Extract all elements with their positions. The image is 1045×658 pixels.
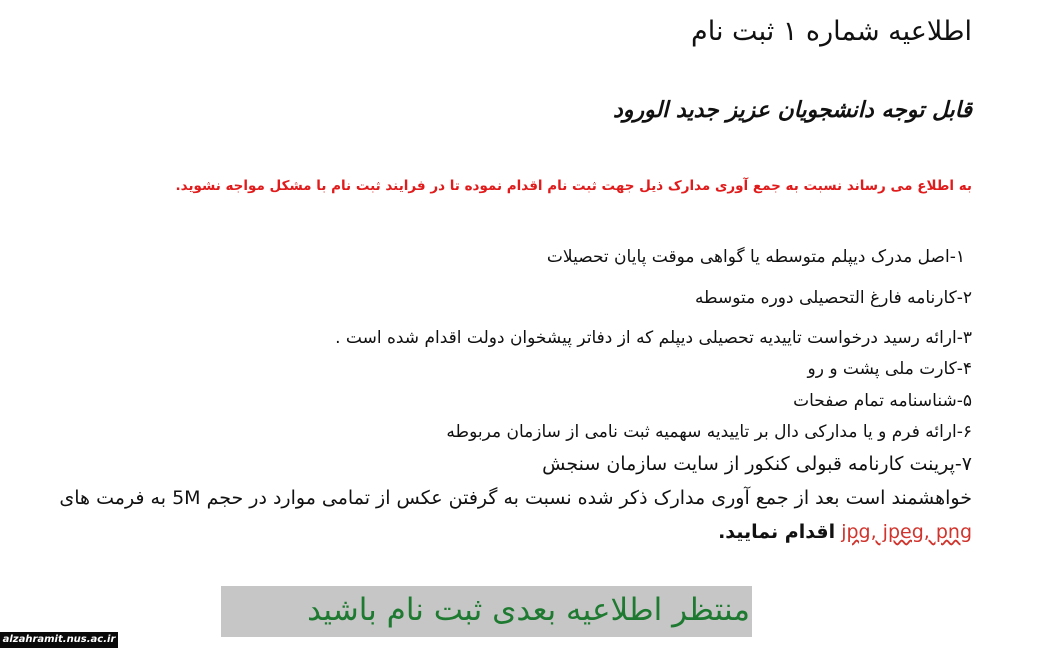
file-formats: jpg, jpeg, png [841, 521, 972, 543]
requirement-item-1: ۱-اصل مدرک دیپلم متوسطه یا گواهی موقت پایان تحصیلات [546, 247, 965, 267]
requirement-item-2: ۲-کارنامه فارغ التحصیلی دوره متوسطه [694, 288, 972, 308]
requirement-item-5: ۵-شناسنامه تمام صفحات [793, 391, 972, 411]
website-watermark: alzahramit.nus.ac.ir [0, 632, 118, 648]
requirement-item-4: ۴-کارت ملی پشت و رو [807, 359, 972, 379]
notice-text: به اطلاع می رساند نسبت به جمع آوری مدارک ذیل جهت ثبت نام اقدام نموده تا در فرایند ثبت نام با مشکل مواجه نشوید. [175, 178, 972, 194]
requirement-item-7: ۷-پرینت کارنامه قبولی کنکور از سایت سازمان سنجش [542, 453, 972, 475]
instruction-paragraph [22, 481, 972, 549]
requirement-item-6: ۶-ارائه فرم و یا مدارکی دال بر تاییدیه سهمیه ثبت نامی از سازمان مربوطه [446, 422, 972, 442]
announcement-subtitle: قابل توجه دانشجویان عزیز جدید الورود [613, 97, 972, 123]
requirement-item-3: ۳-ارائه رسید درخواست تاییدیه تحصیلی دیپلم که از دفاتر پیشخوان دولت اقدام شده است . [335, 328, 972, 348]
action-text: اقدام نمایید. [718, 521, 836, 543]
instruction-text: خواهشمند است بعد از جمع آوری مدارک ذکر شده نسبت به گرفتن عکس از تمامی موارد در حجم 5M به فرمت های [59, 487, 972, 509]
await-next-notice-banner: منتظر اطلاعیه بعدی ثبت نام باشید [221, 586, 752, 637]
announcement-title: اطلاعیه شماره ۱ ثبت نام [691, 16, 972, 47]
